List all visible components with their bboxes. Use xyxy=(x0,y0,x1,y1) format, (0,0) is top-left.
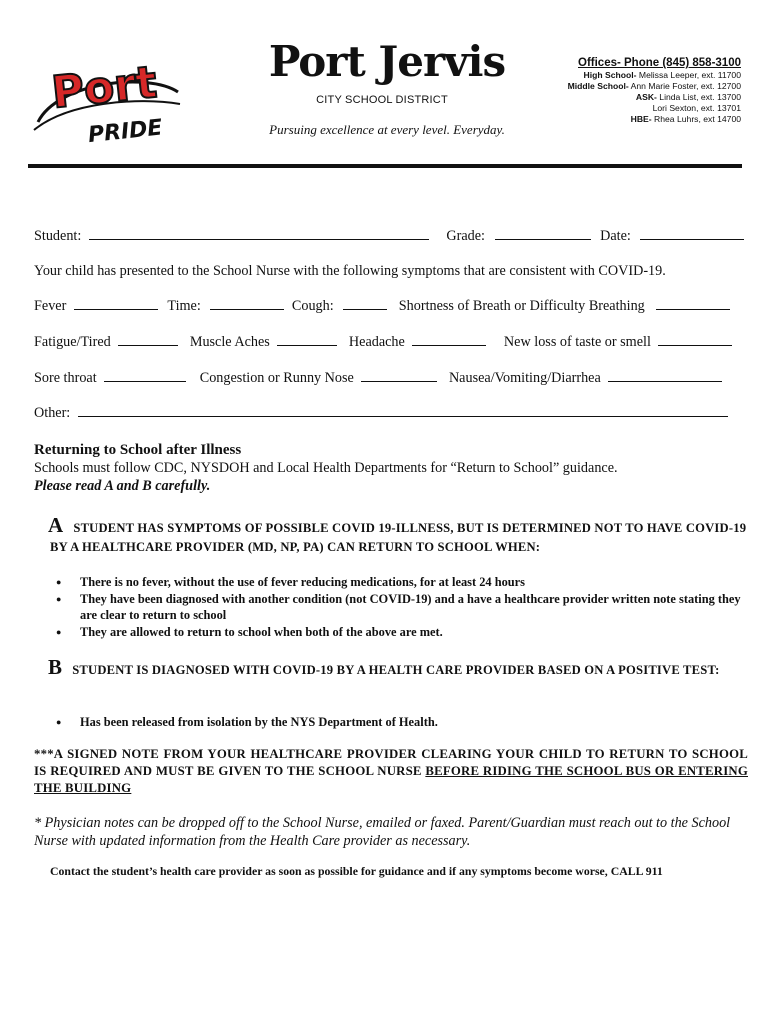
list-item: ● They are allowed to return to school when both of the above are met. xyxy=(56,624,756,641)
section-a-text: STUDENT HAS SYMPTOMS OF POSSIBLE COVID 19-ILLNESS, BUT IS DETERMINED NOT TO HAVE COVID-19 BY A HEALTHCARE PROVIDER (MD, NP, PA) CAN RETURN TO SCHOOL WHEN: xyxy=(50,521,747,554)
muscle-aches-label: Muscle Aches xyxy=(189,334,270,350)
returning-heading: Returning to School after Illness xyxy=(34,442,242,458)
cough-field[interactable] xyxy=(343,296,387,310)
contact-note: Contact the student’s health care provider as soon as possible for guidance and if any symptoms become worse, CALL 911 xyxy=(50,864,663,878)
cough-label: Cough: xyxy=(291,298,334,314)
signed-note-notice xyxy=(34,746,748,797)
office-line-hbe: HBE- Rhea Luhrs, ext 14700 xyxy=(630,114,741,124)
student-name-field[interactable] xyxy=(89,226,429,240)
header-divider xyxy=(28,164,742,168)
intro-text: Your child has presented to the School Nurse with the following symptoms that are consistent with COVID-19. xyxy=(34,263,666,279)
symptoms-row-3 xyxy=(34,368,734,387)
headache-label: Headache xyxy=(348,334,405,350)
fever-label: Fever xyxy=(34,298,67,314)
congestion-field[interactable] xyxy=(361,368,437,382)
fatigue-label: Fatigue/Tired xyxy=(34,334,111,350)
sore-throat-label: Sore throat xyxy=(34,370,97,386)
fatigue-field[interactable] xyxy=(118,332,178,346)
office-line-ask-2: Lori Sexton, ext. 13701 xyxy=(652,103,741,113)
offices-contact-block xyxy=(501,56,741,125)
port-pride-logo xyxy=(28,52,188,144)
notice-underlined: BEFORE RIDING THE SCHOOL BUS OR ENTERING THE BUILDING xyxy=(34,764,748,795)
logo-port-text: Port xyxy=(49,56,160,119)
shortness-breath-label: Shortness of Breath or Difficulty Breathing xyxy=(398,298,645,314)
student-info-row xyxy=(34,226,734,245)
office-line-ms: Middle School- Ann Marie Foster, ext. 12700 xyxy=(567,81,741,91)
date-label: Date: xyxy=(600,228,631,244)
list-item: ● There is no fever, without the use of fever reducing medications, for at least 24 hours xyxy=(56,574,756,591)
other-row xyxy=(34,403,734,422)
taste-smell-field[interactable] xyxy=(658,332,732,346)
time-field[interactable] xyxy=(210,296,284,310)
taste-smell-label: New loss of taste or smell xyxy=(503,334,651,350)
student-label: Student: xyxy=(34,228,82,244)
notice-text: ***A SIGNED NOTE FROM YOUR HEALTHCARE PROVIDER CLEARING YOUR CHILD TO RETURN TO SCHOOL IS REQUIRED AND MUST BE GIVEN TO THE SCHOOL NURSE xyxy=(34,747,748,778)
sore-throat-field[interactable] xyxy=(104,368,186,382)
section-b-list xyxy=(56,714,756,731)
section-b-text: STUDENT IS DIAGNOSED WITH COVID-19 BY A HEALTH CARE PROVIDER BASED ON A POSITIVE TEST: xyxy=(72,663,720,677)
grade-label: Grade: xyxy=(446,228,485,244)
list-item: ● They have been diagnosed with another condition (not COVID-19) and a have a healthcare provider written note stating they are clear to return to school xyxy=(56,591,756,624)
symptoms-row-1 xyxy=(34,296,734,315)
symptoms-row-2 xyxy=(34,332,734,351)
grade-field[interactable] xyxy=(495,226,591,240)
congestion-label: Congestion or Runny Nose xyxy=(199,370,354,386)
nausea-label: Nausea/Vomiting/Diarrhea xyxy=(448,370,601,386)
fever-field[interactable] xyxy=(74,296,158,310)
returning-instruction: Please read A and B carefully. xyxy=(34,478,211,494)
office-line-ask: ASK- Linda List, ext. 13700 xyxy=(635,92,741,102)
district-subtitle: CITY SCHOOL DISTRICT xyxy=(316,94,448,106)
nausea-field[interactable] xyxy=(608,368,722,382)
list-item: ● Has been released from isolation by the NYS Department of Health. xyxy=(56,714,756,731)
returning-guidance: Schools must follow CDC, NYSDOH and Local Health Departments for “Return to School” guidance. xyxy=(34,460,618,476)
district-tagline: Pursuing excellence at every level. Everyday. xyxy=(269,122,505,137)
time-label: Time: xyxy=(167,298,201,314)
section-a-list xyxy=(56,574,756,640)
headache-field[interactable] xyxy=(412,332,486,346)
other-field[interactable] xyxy=(78,403,728,417)
physician-note: * Physician notes can be dropped off to the School Nurse, emailed or faxed. Parent/Guardian must reach out to the School Nurse with updated information from the Health Care provider as necessary. xyxy=(34,815,731,849)
muscle-aches-field[interactable] xyxy=(277,332,337,346)
section-b-heading xyxy=(48,655,750,680)
district-title: Port Jervis xyxy=(268,37,506,86)
office-line-hs: High School- Melissa Leeper, ext. 11700 xyxy=(583,70,741,80)
other-label: Other: xyxy=(34,405,71,421)
logo-pride-text: PRIDE xyxy=(86,115,164,144)
section-b-letter: B xyxy=(48,655,63,679)
returning-section xyxy=(34,441,746,495)
offices-heading: Offices- Phone (845) 858-3100 xyxy=(578,57,741,69)
date-field[interactable] xyxy=(640,226,744,240)
section-a-heading xyxy=(48,513,750,557)
shortness-breath-field[interactable] xyxy=(656,296,730,310)
section-a-letter: A xyxy=(48,513,64,537)
